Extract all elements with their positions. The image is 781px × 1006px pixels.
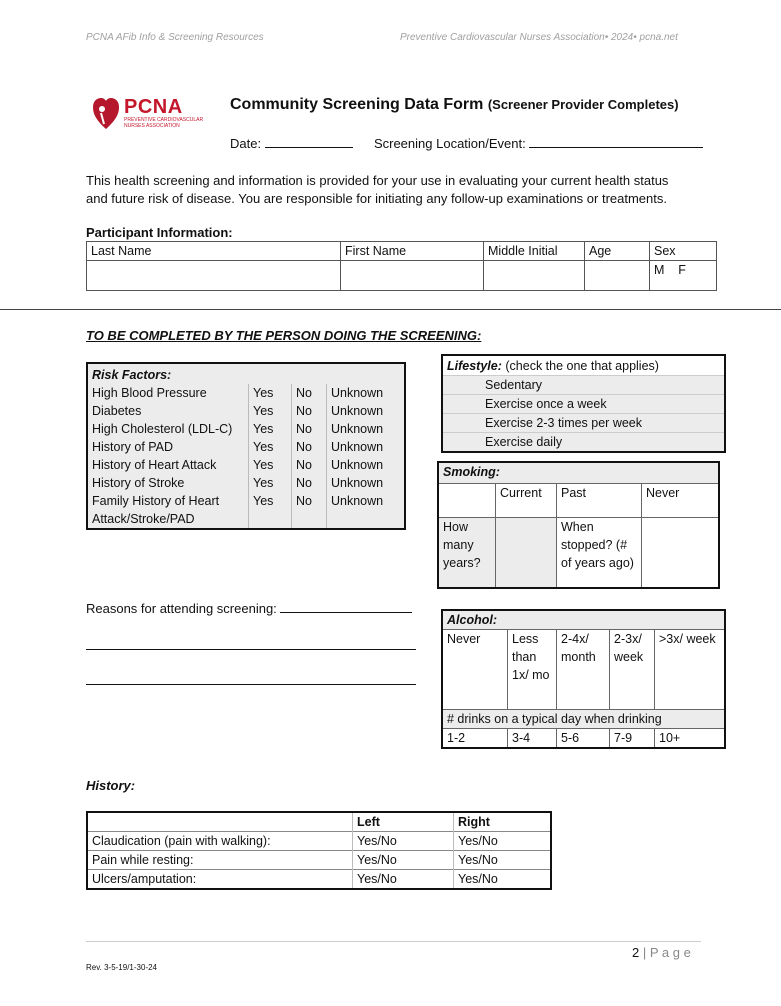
reasons-label: Reasons for attending screening: <box>86 601 277 616</box>
col-age: Age <box>585 242 650 261</box>
lifestyle-note: (check the one that applies) <box>505 359 659 373</box>
lifestyle-check-box[interactable] <box>442 433 481 453</box>
history-left-header: Left <box>353 812 454 832</box>
risk-label: Family History of Heart Attack/Stroke/PAD <box>87 492 249 529</box>
risk-label: History of PAD <box>87 438 249 456</box>
smoking-stopped-field[interactable] <box>642 518 720 588</box>
risk-no-option[interactable]: No <box>292 438 327 456</box>
form-title <box>230 96 679 114</box>
date-field[interactable] <box>265 136 353 148</box>
alcohol-drinks-label: # drinks on a typical day when drinking <box>442 710 725 729</box>
date-row <box>230 136 703 151</box>
risk-unknown-option[interactable]: Unknown <box>327 474 406 492</box>
risk-yes-option[interactable]: Yes <box>249 474 292 492</box>
screener-heading: TO BE COMPLETED BY THE PERSON DOING THE SCREENING: <box>86 328 482 343</box>
risk-yes-option[interactable]: Yes <box>249 420 292 438</box>
history-left-option[interactable]: Yes/No <box>353 870 454 890</box>
risk-unknown-option[interactable]: Unknown <box>327 456 406 474</box>
history-label: Pain while resting: <box>92 853 194 867</box>
risk-label: High Cholesterol (LDL-C) <box>87 420 249 438</box>
risk-unknown-option[interactable]: Unknown <box>327 438 406 456</box>
history-left-option[interactable]: Yes/No <box>353 851 454 870</box>
revision-text: Rev. 3-5-19/1-30-24 <box>86 963 157 972</box>
risk-row <box>87 456 405 474</box>
risk-yes-option[interactable]: Yes <box>249 492 292 529</box>
sex-field[interactable] <box>650 261 717 291</box>
drinks-option[interactable]: 5-6 <box>557 729 610 749</box>
risk-unknown-option[interactable]: Unknown <box>327 492 406 529</box>
risk-no-option[interactable]: No <box>292 384 327 402</box>
col-last-name: Last Name <box>87 242 341 261</box>
drinks-option[interactable]: 1-2 <box>442 729 508 749</box>
smoking-current-option[interactable]: Current <box>496 484 557 518</box>
risk-no-option[interactable]: No <box>292 420 327 438</box>
risk-unknown-option[interactable]: Unknown <box>327 402 406 420</box>
risk-label: Diabetes <box>87 402 249 420</box>
intro-line-2: and future risk of disease. You are responsible for initiating any follow-up examinations or treatments. <box>86 191 667 206</box>
lifestyle-table <box>441 354 726 453</box>
risk-unknown-option[interactable]: Unknown <box>327 384 406 402</box>
history-label: Ulcers/amputation: <box>92 872 197 886</box>
form-title-main: Community Screening Data Form <box>230 96 484 113</box>
intro-line-1: This health screening and information is provided for your use in evaluating your current health status <box>86 173 669 188</box>
smoking-years-field[interactable] <box>496 518 557 588</box>
intro-text <box>86 172 726 208</box>
history-heading: History: <box>86 778 136 793</box>
history-table <box>86 811 552 890</box>
smoking-heading: Smoking: <box>438 462 719 484</box>
col-sex: Sex <box>650 242 717 261</box>
smoking-table <box>437 461 720 589</box>
alcohol-option[interactable]: Less than 1x/ mo <box>508 630 557 710</box>
header-right-text: Preventive Cardiovascular Nurses Association• 2024• pcna.net <box>400 32 678 43</box>
alcohol-option[interactable]: 2-3x/ week <box>610 630 655 710</box>
risk-label: High Blood Pressure <box>87 384 249 402</box>
logo-name: PCNA <box>124 96 183 118</box>
first-name-field[interactable] <box>341 261 484 291</box>
page-word: P a g e <box>649 945 691 960</box>
location-field[interactable] <box>529 136 703 148</box>
risk-factors-table <box>86 362 406 530</box>
drinks-option[interactable]: 10+ <box>655 729 726 749</box>
smoking-past-option[interactable]: Past <box>557 484 642 518</box>
participant-table <box>86 241 717 291</box>
risk-label: History of Stroke <box>87 474 249 492</box>
alcohol-table <box>441 609 726 749</box>
risk-factors-heading: Risk Factors: <box>87 363 405 384</box>
risk-row <box>87 474 405 492</box>
history-left-option[interactable]: Yes/No <box>353 832 454 851</box>
alcohol-heading: Alcohol: <box>442 610 725 630</box>
reasons-row <box>86 601 412 616</box>
reasons-field-2[interactable] <box>86 649 416 650</box>
last-name-field[interactable] <box>87 261 341 291</box>
history-right-option[interactable]: Yes/No <box>454 851 552 870</box>
col-middle-initial: Middle Initial <box>484 242 585 261</box>
risk-no-option[interactable]: No <box>292 474 327 492</box>
smoking-when-stopped-label: When stopped? (# of years ago) <box>557 518 642 588</box>
risk-yes-option[interactable]: Yes <box>249 402 292 420</box>
risk-row <box>87 438 405 456</box>
lifestyle-option[interactable]: Sedentary <box>481 376 725 395</box>
header-left-text: PCNA AFib Info & Screening Resources <box>86 32 264 43</box>
drinks-option[interactable]: 3-4 <box>508 729 557 749</box>
risk-row <box>87 402 405 420</box>
history-right-header: Right <box>454 812 552 832</box>
risk-yes-option[interactable]: Yes <box>249 384 292 402</box>
smoking-how-many-label: How many years? <box>438 518 496 588</box>
lifestyle-option[interactable]: Exercise 2-3 times per week <box>481 414 725 433</box>
risk-row <box>87 384 405 402</box>
date-label: Date: <box>230 136 262 151</box>
risk-label: History of Heart Attack <box>87 456 249 474</box>
risk-row <box>87 420 405 438</box>
reasons-field-3[interactable] <box>86 684 416 685</box>
reasons-field-1[interactable] <box>280 601 412 613</box>
lifestyle-option[interactable]: Exercise once a week <box>481 395 725 414</box>
col-first-name: First Name <box>341 242 484 261</box>
participant-heading: Participant Information: <box>86 225 233 240</box>
drinks-option[interactable]: 7-9 <box>610 729 655 749</box>
lifestyle-check-box[interactable] <box>442 414 481 433</box>
page-separator: | <box>642 945 647 960</box>
lifestyle-option[interactable]: Exercise daily <box>481 433 725 453</box>
lifestyle-header <box>442 355 725 376</box>
risk-row <box>87 492 405 529</box>
alcohol-option[interactable]: Never <box>442 630 508 710</box>
risk-unknown-option[interactable]: Unknown <box>327 420 406 438</box>
history-right-option[interactable]: Yes/No <box>454 832 552 851</box>
smoking-never-option[interactable]: Never <box>642 484 720 518</box>
lifestyle-check-box[interactable] <box>442 395 481 414</box>
pcna-logo <box>92 96 222 132</box>
heart-logo-icon <box>92 96 120 130</box>
page-number: 2 <box>632 945 640 960</box>
risk-yes-option[interactable]: Yes <box>249 456 292 474</box>
risk-no-option[interactable]: No <box>292 402 327 420</box>
page-indicator <box>632 945 691 960</box>
history-blank-header <box>87 812 353 832</box>
alcohol-option[interactable]: >3x/ week <box>655 630 726 710</box>
age-field[interactable] <box>585 261 650 291</box>
lifestyle-check-box[interactable] <box>442 376 481 395</box>
history-label: Claudication (pain with walking): <box>92 834 271 848</box>
form-title-note: (Screener Provider Completes) <box>487 97 679 112</box>
sex-options: M F <box>654 263 686 277</box>
smoking-blank-cell <box>438 484 496 518</box>
history-right-option[interactable]: Yes/No <box>454 870 552 890</box>
logo-subtitle: PREVENTIVE CARDIOVASCULAR NURSES ASSOCIATION <box>124 117 204 129</box>
section-divider <box>0 309 781 310</box>
risk-no-option[interactable]: No <box>292 456 327 474</box>
risk-no-option[interactable]: No <box>292 492 327 529</box>
lifestyle-heading: Lifestyle: <box>447 359 502 373</box>
risk-yes-option[interactable]: Yes <box>249 438 292 456</box>
footer-rule <box>86 941 701 942</box>
middle-initial-field[interactable] <box>484 261 585 291</box>
location-label: Screening Location/Event: <box>373 136 526 151</box>
alcohol-option[interactable]: 2-4x/ month <box>557 630 610 710</box>
